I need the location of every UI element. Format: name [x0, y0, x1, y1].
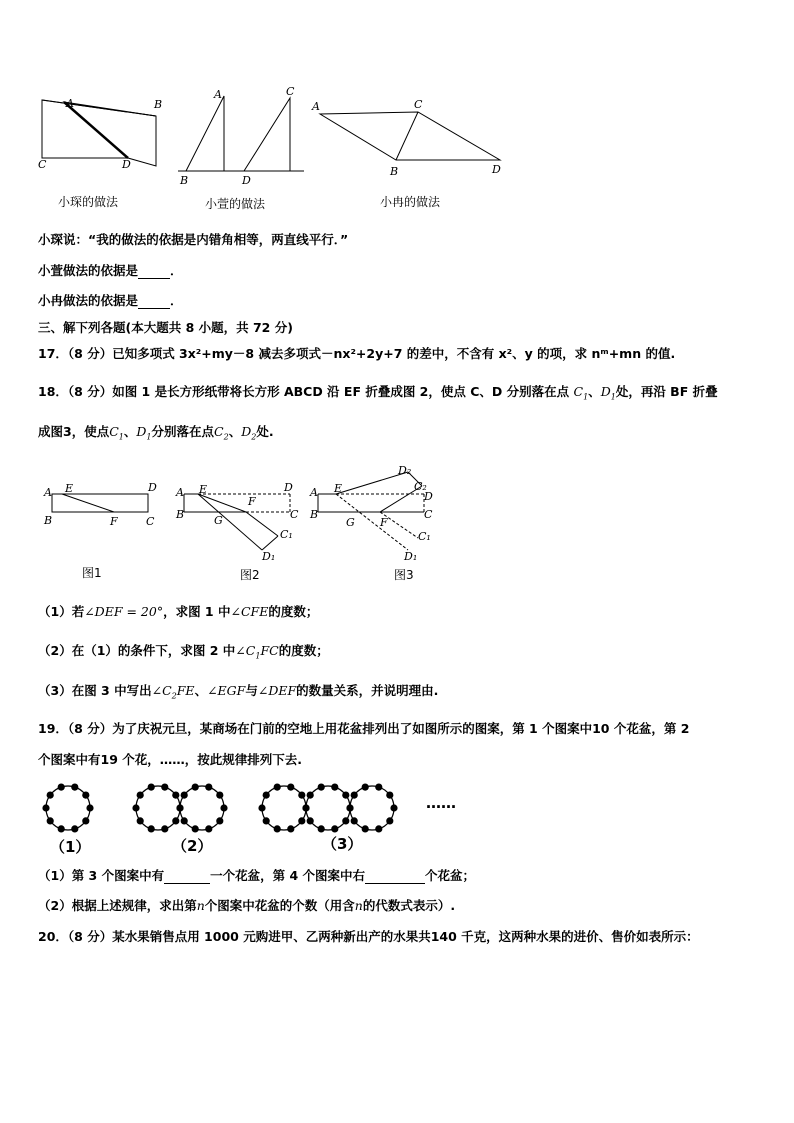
flowerpot-dot	[274, 825, 281, 832]
flowerpot-dot	[342, 817, 349, 824]
question-19-sub1: （1）第 3 个图案中有 一个花盆，第 4 个图案中右 个花盆；	[38, 868, 476, 883]
svg-text:E: E	[334, 482, 343, 495]
svg-text:B: B	[176, 508, 185, 521]
svg-text:D₁: D₁	[404, 550, 418, 563]
svg-text:F: F	[248, 495, 256, 508]
flowerpot-dot	[263, 792, 270, 799]
question-19-line2: 个图案中有19 个花，……，按此规律排列下去.	[38, 752, 302, 767]
q18-caption-3: 图3	[394, 568, 414, 582]
flowerpot-dot	[302, 804, 309, 811]
flowerpot-dot	[362, 784, 369, 791]
flowerpot-dot	[331, 825, 338, 832]
flowerpot-dot	[351, 817, 358, 824]
flowerpot-dot	[192, 825, 199, 832]
question-18-sub2: （2）在（1）的条件下，求图 2 中$\angle C_1FC$的度数；	[38, 643, 329, 661]
ring-figure-3c	[346, 784, 397, 833]
flowerpot-dot	[172, 817, 179, 824]
flowerpot-dot	[42, 804, 49, 811]
question-18-sub1: （1）若∠DEF = 20°，求图 1 中∠CFE的度数；	[38, 604, 319, 619]
ring-figure-2a	[132, 784, 183, 833]
flowerpot-dot	[82, 792, 89, 799]
svg-text:C: C	[290, 508, 299, 521]
q18-fig3	[309, 464, 433, 563]
caption-xuan: 小萱的做法	[205, 197, 266, 211]
flowerpot-dot	[47, 792, 54, 799]
svg-text:A: A	[176, 486, 184, 499]
q19-label-1: （1）	[50, 838, 91, 856]
caption-chen: 小琛的做法	[58, 195, 119, 209]
fig3-label-b: B	[390, 165, 399, 178]
svg-text:C₁: C₁	[280, 528, 293, 541]
svg-text:D₂: D₂	[398, 464, 412, 477]
fig2-label-a: A	[214, 88, 222, 101]
svg-text:C₁: C₁	[418, 530, 431, 543]
svg-text:D₁: D₁	[262, 550, 276, 563]
flowerpot-dot	[390, 804, 397, 811]
fig3-label-a: A	[312, 100, 320, 113]
flowerpot-dot	[307, 792, 314, 799]
flowerpot-dot	[137, 792, 144, 799]
flowerpot-dot	[192, 784, 199, 791]
flowerpot-dot	[318, 784, 325, 791]
flowerpot-dot	[342, 792, 349, 799]
figure-xuan	[178, 85, 304, 187]
flowerpot-dot	[161, 784, 168, 791]
flowerpot-dot	[307, 817, 314, 824]
flowerpot-dot	[47, 817, 54, 824]
flowerpot-dot	[58, 825, 65, 832]
question-18-sub3: （3）在图 3 中写出$\angle C_2FE$、∠EGF与∠DEF的数量关系，并说明理由.	[38, 683, 439, 701]
svg-text:F: F	[110, 515, 118, 528]
line-xuan: 小萱做法的依据是 ．	[38, 263, 183, 278]
fig1-label-d: D	[122, 158, 131, 171]
q19-label-2: （2）	[172, 837, 213, 855]
figure-chen	[38, 97, 162, 171]
flowerpot-dot	[258, 804, 265, 811]
svg-text:D: D	[424, 490, 433, 503]
fig2-label-b: B	[180, 174, 189, 187]
question-18-line1: 18．（8 分）如图 1 是长方形纸带将长方形 ABCD 沿 EF 折叠成图 2，使点 C、D 分别落在点 $C_1$、$D_1$处，再沿 BF 折叠	[38, 384, 718, 402]
flowerpot-dot	[386, 792, 393, 799]
flowerpot-dot	[205, 825, 212, 832]
fig2-label-c: C	[286, 85, 295, 98]
question-18-line2: 成图3，使点$C_1$、$D_1$分别落在点$C_2$、$D_2$处.	[38, 424, 274, 442]
ring-figure-2b	[176, 784, 227, 833]
ring-figure-3a	[258, 784, 309, 833]
q19-ring-figures	[0, 772, 794, 862]
flowerpot-dot	[362, 825, 369, 832]
flowerpot-dot	[386, 817, 393, 824]
svg-text:A: A	[44, 486, 52, 499]
flowerpot-dot	[86, 804, 93, 811]
caption-ran: 小冉的做法	[380, 195, 441, 209]
svg-text:D: D	[148, 481, 157, 494]
q18-caption-2: 图2	[240, 568, 260, 582]
flowerpot-dot	[298, 792, 305, 799]
section-heading: 三、解下列各题(本大题共 8 小题，共 72 分)	[38, 320, 293, 335]
flowerpot-dot	[176, 804, 183, 811]
flowerpot-dot	[263, 817, 270, 824]
svg-text:F: F	[380, 516, 388, 529]
fig1-label-c: C	[38, 158, 47, 171]
svg-text:C₂: C₂	[414, 480, 427, 493]
flowerpot-dot	[132, 804, 139, 811]
question-19-line1: 19．（8 分）为了庆祝元旦，某商场在门前的空地上用花盆排列出了如图所示的图案，第 1 个图案中10 个花盆，第 2	[38, 721, 690, 736]
question-20: 20．（8 分）某水果销售点用 1000 元购进甲、乙两种新出产的水果共140 千克，这两种水果的进价、售价如表所示：	[38, 929, 699, 944]
ring-figure-1	[42, 784, 93, 833]
q19-label-3: （3）	[322, 835, 363, 853]
line-ran: 小冉做法的依据是 ．	[38, 293, 183, 308]
fig3-label-c: C	[414, 98, 423, 111]
flowerpot-dot	[274, 784, 281, 791]
flowerpot-dot	[58, 784, 65, 791]
fig3-label-d: D	[492, 163, 501, 176]
fig1-label-a: A	[66, 97, 74, 110]
fig2-label-d: D	[242, 174, 251, 187]
line-chen: 小琛说：“我的做法的依据是内错角相等，两直线平行．”	[38, 232, 349, 247]
flowerpot-dot	[375, 784, 382, 791]
question-19-sub2: （2）根据上述规律，求出第n个图案中花盆的个数（用含n的代数式表示）.	[38, 898, 456, 913]
flowerpot-dot	[216, 817, 223, 824]
flowerpot-dot	[71, 784, 78, 791]
flowerpot-dot	[148, 784, 155, 791]
flowerpot-dot	[346, 804, 353, 811]
flowerpot-dot	[287, 784, 294, 791]
flowerpot-dot	[318, 825, 325, 832]
fig1-label-b: B	[154, 98, 163, 111]
flowerpot-dot	[351, 792, 358, 799]
svg-text:C: C	[424, 508, 433, 521]
flowerpot-dot	[137, 817, 144, 824]
svg-text:E: E	[65, 482, 74, 495]
flowerpot-dot	[331, 784, 338, 791]
svg-text:B: B	[310, 508, 319, 521]
flowerpot-dot	[216, 792, 223, 799]
figure-ran	[311, 98, 501, 178]
svg-text:D: D	[284, 481, 293, 494]
flowerpot-dot	[375, 825, 382, 832]
flowerpot-dot	[148, 825, 155, 832]
flowerpot-dot	[205, 784, 212, 791]
svg-text:A: A	[310, 486, 318, 499]
q19-ellipsis: ……	[426, 794, 456, 812]
q18-fig2	[175, 481, 299, 563]
question-17: 17．（8 分）已知多项式 3x²+my－8 减去多项式－nx²+2y+7 的差中，不含有 x²、y 的项，求 nᵐ+mn 的值.	[38, 346, 676, 361]
ring-figure-3b	[302, 784, 353, 833]
flowerpot-dot	[172, 792, 179, 799]
q18-caption-1: 图1	[82, 566, 102, 580]
q18-fig1	[43, 481, 157, 528]
svg-text:B: B	[44, 514, 53, 527]
svg-text:C: C	[146, 515, 155, 528]
flowerpot-dot	[161, 825, 168, 832]
svg-text:E: E	[199, 483, 208, 496]
flowerpot-dot	[298, 817, 305, 824]
flowerpot-dot	[71, 825, 78, 832]
flowerpot-dot	[181, 817, 188, 824]
svg-text:G: G	[214, 514, 223, 527]
flowerpot-dot	[287, 825, 294, 832]
flowerpot-dot	[181, 792, 188, 799]
flowerpot-dot	[82, 817, 89, 824]
flowerpot-dot	[220, 804, 227, 811]
svg-text:G: G	[346, 516, 355, 529]
